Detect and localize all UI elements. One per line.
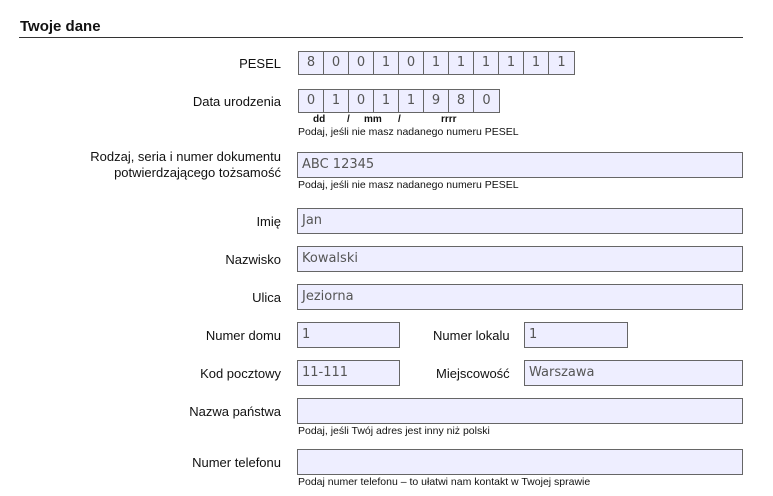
birth-date-digit[interactable]: 1 — [324, 90, 349, 112]
last-name-label: Nazwisko — [225, 252, 281, 267]
pesel-digit[interactable]: 0 — [399, 52, 424, 74]
birth-date-digit-boxes[interactable] — [298, 89, 500, 113]
pesel-label: PESEL — [239, 56, 281, 71]
pesel-digit[interactable]: 1 — [557, 55, 566, 70]
birth-date-label: Data urodzenia — [192, 94, 281, 109]
section-divider — [19, 37, 743, 38]
pesel-digit[interactable]: 0 — [324, 52, 349, 74]
apartment-number-field[interactable]: 1 — [524, 322, 628, 348]
phone-hint: Podaj numer telefonu – to ułatwi nam kontakt w Twojej sprawie — [298, 476, 591, 488]
birth-date-digit[interactable]: 9 — [424, 90, 449, 112]
city-label: Miejscowość — [436, 366, 510, 381]
birth-date-digit[interactable]: 1 — [399, 90, 424, 112]
country-hint: Podaj, jeśli Twój adres jest inny niż polski — [298, 425, 490, 437]
birth-date-digit[interactable]: 0 — [482, 93, 491, 108]
birth-date-digit[interactable]: 1 — [374, 90, 399, 112]
birth-date-digit[interactable]: 8 — [449, 90, 474, 112]
pesel-digit[interactable]: 1 — [374, 52, 399, 74]
pesel-digit[interactable]: 1 — [474, 52, 499, 74]
pesel-digit[interactable]: 1 — [499, 52, 524, 74]
apartment-number-label: Numer lokalu — [433, 328, 510, 343]
document-label-line2: potwierdzającego tożsamość — [114, 165, 281, 180]
document-label-line1: Rodzaj, seria i numer dokumentu — [90, 149, 281, 164]
city-field[interactable]: Warszawa — [524, 360, 743, 386]
date-format-separator-1: / — [347, 114, 350, 125]
date-format-month: mm — [364, 114, 382, 125]
country-label: Nazwa państwa — [189, 404, 281, 419]
postal-code-field[interactable]: 11-111 — [297, 360, 400, 386]
pesel-digit[interactable]: 1 — [524, 52, 549, 74]
country-field[interactable] — [297, 398, 743, 424]
document-hint: Podaj, jeśli nie masz nadanego numeru PESEL — [298, 179, 519, 191]
pesel-digit[interactable]: 8 — [299, 52, 324, 74]
birth-date-hint: Podaj, jeśli nie masz nadanego numeru PESEL — [298, 126, 519, 138]
date-format-year: rrrr — [441, 114, 457, 125]
phone-field[interactable] — [297, 449, 743, 475]
first-name-field[interactable]: Jan — [297, 208, 743, 234]
date-format-day: dd — [313, 114, 326, 125]
document-number-field[interactable]: ABC 12345 — [297, 152, 743, 178]
phone-label: Numer telefonu — [192, 455, 281, 470]
section-title: Twoje dane — [20, 18, 101, 35]
last-name-field[interactable]: Kowalski — [297, 246, 743, 272]
postal-code-label: Kod pocztowy — [200, 366, 281, 381]
house-number-field[interactable]: 1 — [297, 322, 400, 348]
birth-date-digit[interactable]: 0 — [299, 90, 324, 112]
birth-date-digit[interactable]: 0 — [349, 90, 374, 112]
first-name-label: Imię — [256, 214, 281, 229]
pesel-digit[interactable]: 0 — [349, 52, 374, 74]
street-label: Ulica — [252, 290, 281, 305]
pesel-digit[interactable]: 1 — [449, 52, 474, 74]
date-format-separator-2: / — [398, 114, 401, 125]
house-number-label: Numer domu — [205, 328, 281, 343]
pesel-digit[interactable]: 1 — [424, 52, 449, 74]
pesel-digit-boxes[interactable] — [298, 51, 575, 75]
street-field[interactable]: Jeziorna — [297, 284, 743, 310]
